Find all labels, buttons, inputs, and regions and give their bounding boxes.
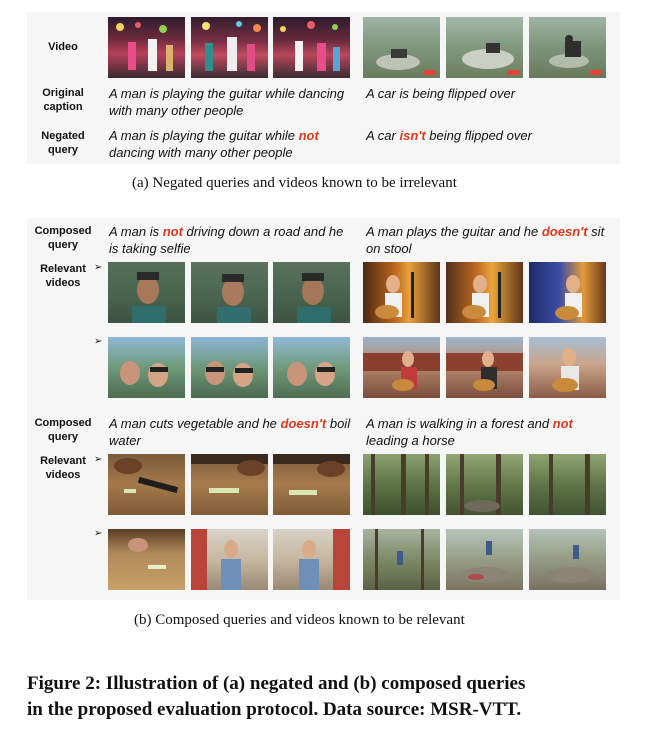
negated-query-left (109, 127, 354, 161)
composed-query-1-right-post: sit on stool (366, 224, 605, 256)
subcaption-b: (b) Composed queries and videos known to be relevant (134, 612, 465, 628)
video-frame-selfie-4 (108, 337, 185, 398)
video-frame-vegetable-2 (191, 454, 268, 515)
composed-query-1-left-pre: A man is (109, 224, 163, 239)
arrow-icon: ➢ (94, 336, 103, 347)
negated-query-left-pre: A man is playing the guitar while (109, 128, 299, 143)
video-frame-forest-6 (529, 529, 606, 590)
label-relevant-videos-1: Relevant videos (40, 263, 86, 289)
label-original-caption: Original caption (42, 87, 84, 113)
video-frame-vegetable-3 (273, 454, 350, 515)
composed-query-2-right (366, 415, 616, 449)
label-relevant-videos-2: Relevant videos (40, 455, 86, 481)
video-frame-forest-4 (363, 529, 440, 590)
video-frame-party-3 (273, 17, 350, 78)
video-frame-selfie-2 (191, 262, 268, 323)
video-frame-car-1 (363, 17, 440, 78)
video-frame-car-2 (446, 17, 523, 78)
negation-word: not (298, 128, 319, 143)
video-frame-guitar-1 (363, 262, 440, 323)
video-frame-guitar-6 (529, 337, 606, 398)
arrow-icon: ➢ (94, 262, 103, 273)
label-composed-query-2: Composed query (34, 417, 92, 443)
label-video: Video (48, 41, 78, 53)
composed-query-2-right-pre: A man is walking in a forest and (366, 416, 553, 431)
video-frame-kitchen-2 (273, 529, 350, 590)
composed-query-2-left (109, 415, 354, 449)
video-frame-forest-5 (446, 529, 523, 590)
figure-caption-line-2: in the proposed evaluation protocol. Data source: MSR-VTT. (27, 699, 522, 720)
arrow-icon: ➢ (94, 528, 103, 539)
subcaption-a: (a) Negated queries and videos known to be irrelevant (132, 175, 457, 191)
video-frame-vegetable-1 (108, 454, 185, 515)
negated-query-right-pre: A car (366, 128, 400, 143)
negation-word: doesn't (280, 416, 327, 431)
video-frame-vegetable-4 (108, 529, 185, 590)
negation-word: isn't (399, 128, 426, 143)
video-frame-guitar-3 (529, 262, 606, 323)
video-frame-party-1 (108, 17, 185, 78)
figure-caption-line-1: Figure 2: Illustration of (a) negated and (b) composed queries (27, 673, 526, 694)
video-frame-selfie-1 (108, 262, 185, 323)
negation-word: doesn't (541, 224, 588, 239)
video-frame-guitar-4 (363, 337, 440, 398)
original-caption-right: A car is being flipped over (366, 86, 516, 101)
original-caption-left: A man is playing the guitar while dancing with many other people (109, 86, 345, 118)
composed-query-1-right-pre: A man plays the guitar and he (366, 224, 542, 239)
negated-query-right-post: being flipped over (425, 128, 532, 143)
video-frame-kitchen-1 (191, 529, 268, 590)
arrow-icon: ➢ (94, 454, 103, 465)
video-frame-forest-1 (363, 454, 440, 515)
composed-query-2-left-post: boil water (109, 416, 351, 448)
negated-query-right (366, 127, 616, 144)
video-frame-selfie-5 (191, 337, 268, 398)
negated-query-left-post: dancing with many other people (109, 145, 293, 160)
composed-query-2-right-post: leading a horse (366, 433, 455, 448)
label-negated-query: Negated query (41, 130, 85, 156)
video-frame-party-2 (191, 17, 268, 78)
negation-word: not (552, 416, 573, 431)
composed-query-2-left-pre: A man cuts vegetable and he (109, 416, 281, 431)
video-frame-forest-3 (529, 454, 606, 515)
video-frame-car-3 (529, 17, 606, 78)
video-frame-forest-2 (446, 454, 523, 515)
video-frame-selfie-3 (273, 262, 350, 323)
composed-query-1-right (366, 223, 616, 257)
video-frame-guitar-5 (446, 337, 523, 398)
video-frame-selfie-6 (273, 337, 350, 398)
video-frame-guitar-2 (446, 262, 523, 323)
negation-word: not (162, 224, 183, 239)
label-composed-query-1: Composed query (34, 225, 92, 251)
composed-query-1-left (109, 223, 354, 257)
composed-query-1-left-post: driving down a road and he is taking selfie (109, 224, 344, 256)
